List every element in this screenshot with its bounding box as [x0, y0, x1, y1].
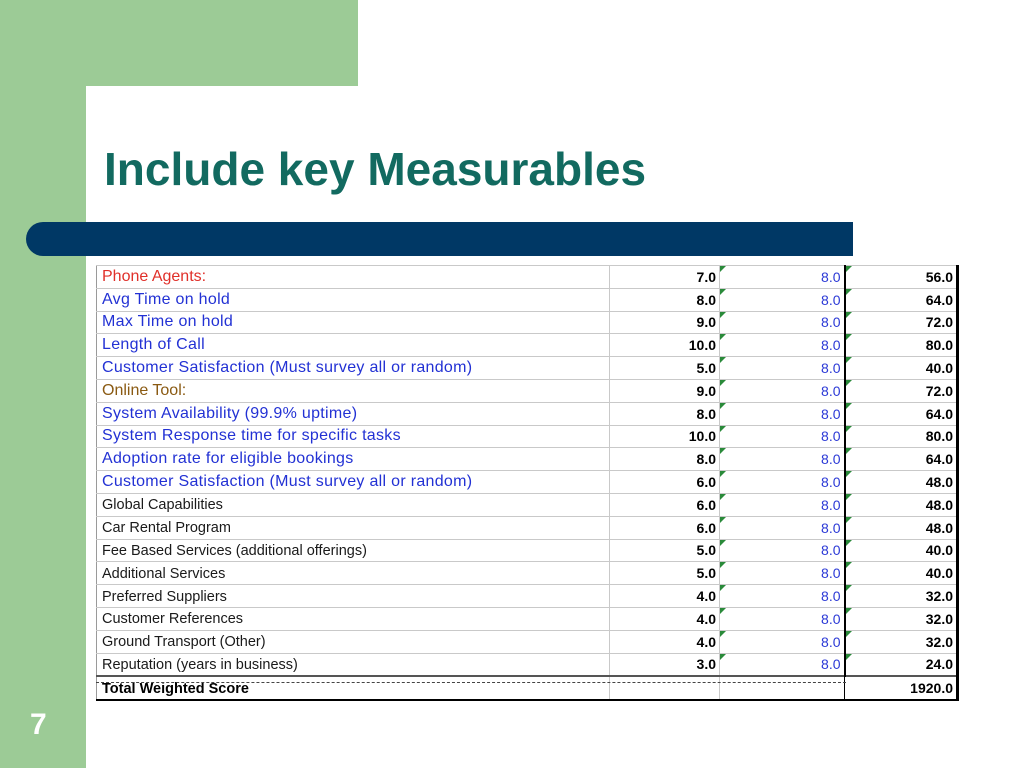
score-cell[interactable] — [720, 448, 845, 471]
weighted-value: 40.0 — [925, 360, 953, 377]
comment-marker-icon — [846, 631, 852, 637]
comment-marker-icon — [846, 403, 852, 409]
table-row — [97, 493, 958, 516]
weighted-value: 80.0 — [925, 428, 953, 445]
comment-marker-icon — [846, 312, 852, 318]
comment-marker-icon — [846, 334, 852, 340]
criterion-label: Avg Time on hold — [102, 290, 231, 308]
score-cell[interactable] — [720, 539, 845, 562]
weighted-value: 32.0 — [925, 633, 953, 650]
criterion-cell[interactable] — [97, 288, 610, 311]
criterion-cell[interactable] — [97, 562, 610, 585]
table-row — [97, 630, 958, 653]
score-value: 8.0 — [821, 474, 841, 491]
weighted-score-cell[interactable] — [845, 539, 958, 562]
criterion-cell[interactable] — [97, 607, 610, 630]
criterion-label: Customer Satisfaction (Must survey all or random) — [102, 359, 473, 377]
criterion-cell[interactable] — [97, 357, 610, 380]
comment-marker-icon — [720, 517, 726, 523]
score-value: 8.0 — [821, 291, 841, 308]
weight-cell[interactable]: 9.0 — [610, 311, 720, 334]
score-cell[interactable] — [720, 493, 845, 516]
score-value: 8.0 — [821, 382, 841, 399]
weight-cell[interactable]: 5.0 — [610, 539, 720, 562]
weight-cell[interactable]: 8.0 — [610, 402, 720, 425]
weighted-value: 48.0 — [925, 496, 953, 513]
weighted-value: 40.0 — [925, 565, 953, 582]
weighted-value: 48.0 — [925, 474, 953, 491]
measurables-spreadsheet — [96, 265, 957, 697]
score-cell[interactable] — [720, 562, 845, 585]
weighted-value: 64.0 — [925, 405, 953, 422]
score-value: 8.0 — [821, 428, 841, 445]
dashed-page-break — [96, 682, 846, 683]
score-cell[interactable] — [720, 402, 845, 425]
score-cell[interactable] — [720, 607, 845, 630]
comment-marker-icon — [846, 608, 852, 614]
measurables-table — [96, 265, 959, 701]
weighted-score-cell[interactable] — [845, 653, 958, 676]
comment-marker-icon — [846, 266, 852, 272]
comment-marker-icon — [720, 380, 726, 386]
score-value: 8.0 — [821, 588, 841, 605]
score-value: 8.0 — [821, 268, 841, 285]
comment-marker-icon — [720, 334, 726, 340]
left-green-band — [0, 0, 86, 768]
weighted-value: 48.0 — [925, 519, 953, 536]
table-row — [97, 448, 958, 471]
criterion-cell[interactable] — [97, 516, 610, 539]
criterion-label: Car Rental Program — [102, 520, 231, 537]
comment-marker-icon — [846, 471, 852, 477]
score-value: 8.0 — [821, 610, 841, 627]
comment-marker-icon — [846, 426, 852, 432]
criterion-cell[interactable] — [97, 266, 610, 289]
weighted-value: 40.0 — [925, 542, 953, 559]
criterion-label: Online Tool: — [102, 381, 187, 399]
weighted-value: 72.0 — [925, 382, 953, 399]
comment-marker-icon — [720, 494, 726, 500]
weight-cell[interactable]: 4.0 — [610, 585, 720, 608]
criterion-label: Global Capabilities — [102, 497, 223, 514]
title-rule-bar — [26, 222, 853, 256]
weight-cell[interactable]: 7.0 — [610, 266, 720, 289]
criterion-label: Phone Agents: — [102, 267, 207, 285]
table-row — [97, 379, 958, 402]
weight-cell[interactable]: 9.0 — [610, 379, 720, 402]
comment-marker-icon — [720, 585, 726, 591]
table-row — [97, 471, 958, 494]
criterion-cell[interactable] — [97, 334, 610, 357]
slide-title: Include key Measurables — [104, 143, 647, 195]
score-value: 8.0 — [821, 565, 841, 582]
criterion-cell[interactable] — [97, 539, 610, 562]
total-label: Total Weighted Score — [102, 680, 249, 697]
weighted-score-cell[interactable] — [845, 471, 958, 494]
weighted-score-cell[interactable] — [845, 562, 958, 585]
total-row — [97, 676, 958, 700]
table-row — [97, 539, 958, 562]
empty-cell[interactable] — [610, 676, 720, 700]
comment-marker-icon — [846, 585, 852, 591]
comment-marker-icon — [846, 380, 852, 386]
criterion-cell[interactable] — [97, 585, 610, 608]
score-cell[interactable] — [720, 311, 845, 334]
weighted-value: 56.0 — [925, 268, 953, 285]
score-cell[interactable] — [720, 630, 845, 653]
weight-cell[interactable]: 6.0 — [610, 516, 720, 539]
table-body — [97, 266, 958, 701]
weight-cell[interactable]: 8.0 — [610, 288, 720, 311]
score-cell[interactable] — [720, 334, 845, 357]
weight-cell[interactable]: 5.0 — [610, 562, 720, 585]
comment-marker-icon — [846, 562, 852, 568]
weighted-value: 24.0 — [925, 656, 953, 673]
criterion-cell[interactable] — [97, 653, 610, 676]
criterion-cell[interactable] — [97, 425, 610, 448]
comment-marker-icon — [720, 357, 726, 363]
score-value: 8.0 — [821, 451, 841, 468]
table-row — [97, 425, 958, 448]
weight-cell[interactable]: 8.0 — [610, 448, 720, 471]
criterion-cell[interactable] — [97, 379, 610, 402]
weight-cell[interactable]: 10.0 — [610, 334, 720, 357]
criterion-cell[interactable] — [97, 630, 610, 653]
comment-marker-icon — [720, 631, 726, 637]
table-row — [97, 585, 958, 608]
comment-marker-icon — [720, 312, 726, 318]
comment-marker-icon — [720, 289, 726, 295]
weighted-score-cell[interactable] — [845, 402, 958, 425]
table-row — [97, 402, 958, 425]
table-row — [97, 288, 958, 311]
top-green-band — [0, 0, 358, 86]
score-value: 8.0 — [821, 314, 841, 331]
score-value: 8.0 — [821, 405, 841, 422]
table-row — [97, 607, 958, 630]
criterion-label: System Availability (99.9% uptime) — [102, 404, 358, 422]
score-cell[interactable] — [720, 653, 845, 676]
weight-cell[interactable]: 4.0 — [610, 607, 720, 630]
comment-marker-icon — [846, 357, 852, 363]
comment-marker-icon — [846, 517, 852, 523]
score-cell[interactable] — [720, 516, 845, 539]
weighted-score-cell[interactable] — [845, 585, 958, 608]
table-row — [97, 562, 958, 585]
weighted-score-cell[interactable] — [845, 493, 958, 516]
comment-marker-icon — [720, 540, 726, 546]
criterion-label: Adoption rate for eligible bookings — [102, 450, 354, 468]
weighted-score-cell[interactable] — [845, 357, 958, 380]
table-row — [97, 311, 958, 334]
weighted-score-cell[interactable] — [845, 379, 958, 402]
table-row — [97, 653, 958, 676]
weighted-score-cell[interactable] — [845, 288, 958, 311]
criterion-label: Customer Satisfaction (Must survey all or random) — [102, 473, 473, 491]
criterion-cell[interactable] — [97, 402, 610, 425]
score-value: 8.0 — [821, 542, 841, 559]
score-cell[interactable] — [720, 471, 845, 494]
criterion-label: Length of Call — [102, 336, 205, 354]
comment-marker-icon — [846, 448, 852, 454]
score-value: 8.0 — [821, 337, 841, 354]
criterion-label: Preferred Suppliers — [102, 588, 227, 605]
table-row — [97, 334, 958, 357]
score-cell[interactable] — [720, 585, 845, 608]
criterion-label: Customer References — [102, 611, 244, 628]
comment-marker-icon — [720, 654, 726, 660]
criterion-label: Ground Transport (Other) — [102, 634, 266, 651]
weighted-value: 64.0 — [925, 451, 953, 468]
total-value-cell[interactable]: 1920.0 — [845, 676, 958, 700]
weighted-score-cell[interactable] — [845, 266, 958, 289]
comment-marker-icon — [720, 448, 726, 454]
comment-marker-icon — [720, 471, 726, 477]
weight-cell[interactable]: 5.0 — [610, 357, 720, 380]
comment-marker-icon — [720, 562, 726, 568]
criterion-label: Additional Services — [102, 565, 226, 582]
table-row — [97, 266, 958, 289]
score-value: 8.0 — [821, 633, 841, 650]
weighted-score-cell[interactable] — [845, 425, 958, 448]
weighted-value: 32.0 — [925, 588, 953, 605]
score-cell[interactable] — [720, 288, 845, 311]
comment-marker-icon — [846, 289, 852, 295]
table-row — [97, 357, 958, 380]
score-value: 8.0 — [821, 519, 841, 536]
total-label-cell[interactable] — [97, 676, 610, 700]
weighted-value: 32.0 — [925, 610, 953, 627]
weight-cell[interactable]: 6.0 — [610, 493, 720, 516]
empty-cell[interactable] — [720, 676, 845, 700]
comment-marker-icon — [720, 403, 726, 409]
weighted-value: 80.0 — [925, 337, 953, 354]
weighted-score-cell[interactable] — [845, 334, 958, 357]
criterion-cell[interactable] — [97, 493, 610, 516]
criterion-label: System Response time for specific tasks — [102, 427, 401, 445]
comment-marker-icon — [720, 608, 726, 614]
criterion-label: Max Time on hold — [102, 313, 234, 331]
score-cell[interactable] — [720, 425, 845, 448]
weighted-value: 64.0 — [925, 291, 953, 308]
comment-marker-icon — [846, 540, 852, 546]
score-value: 8.0 — [821, 656, 841, 673]
comment-marker-icon — [846, 494, 852, 500]
score-value: 8.0 — [821, 360, 841, 377]
weighted-score-cell[interactable] — [845, 607, 958, 630]
weighted-score-cell[interactable] — [845, 311, 958, 334]
score-cell[interactable] — [720, 379, 845, 402]
criterion-cell[interactable] — [97, 311, 610, 334]
score-cell[interactable] — [720, 266, 845, 289]
score-value: 8.0 — [821, 496, 841, 513]
criterion-label: Reputation (years in business) — [102, 656, 298, 673]
score-cell[interactable] — [720, 357, 845, 380]
weight-cell[interactable]: 3.0 — [610, 653, 720, 676]
criterion-cell[interactable] — [97, 471, 610, 494]
weighted-value: 72.0 — [925, 314, 953, 331]
criterion-label: Fee Based Services (additional offerings) — [102, 542, 367, 559]
comment-marker-icon — [846, 654, 852, 660]
page-number: 7 — [30, 708, 47, 741]
weight-cell[interactable]: 6.0 — [610, 471, 720, 494]
criterion-cell[interactable] — [97, 448, 610, 471]
weighted-score-cell[interactable] — [845, 448, 958, 471]
comment-marker-icon — [720, 266, 726, 272]
weighted-score-cell[interactable] — [845, 516, 958, 539]
weight-cell[interactable]: 4.0 — [610, 630, 720, 653]
comment-marker-icon — [720, 426, 726, 432]
weight-cell[interactable]: 10.0 — [610, 425, 720, 448]
weighted-score-cell[interactable] — [845, 630, 958, 653]
table-row — [97, 516, 958, 539]
